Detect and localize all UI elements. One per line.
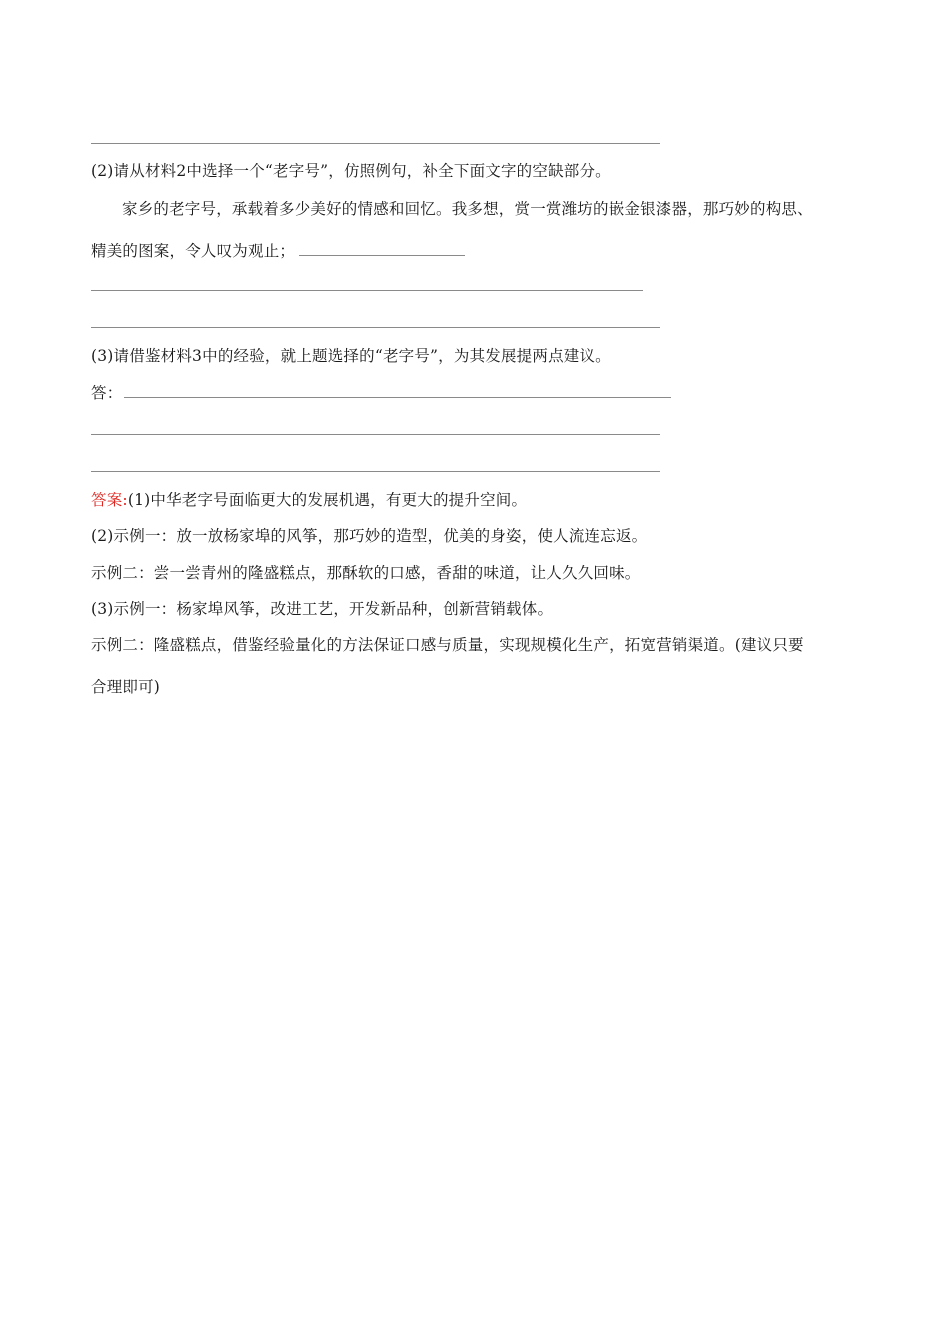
question-3-answer-line-3[interactable]	[91, 471, 660, 472]
answer-rule-top	[91, 143, 660, 144]
answer-1-text: (1)中华老字号面临更大的发展机遇，有更大的提升空间。	[127, 491, 528, 509]
answer-label: 答案:	[91, 491, 128, 509]
question-3-answer-line-2[interactable]	[91, 434, 660, 435]
answer-3-example-2-line-2: 合理即可)	[91, 678, 161, 696]
answer-2-example-2: 示例二：尝一尝青州的隆盛糕点，那酥软的口感，香甜的味道，让人久久回味。	[91, 564, 641, 582]
question-3-prompt: (3)请借鉴材料3中的经验，就上题选择的“老字号”，为其发展提两点建议。	[91, 347, 611, 365]
answer-3-example-2-line-1: 示例二：隆盛糕点，借鉴经验量化的方法保证口感与质量，实现规模化生产，拓宽营销渠道。(建议只要	[91, 636, 804, 654]
question-2-passage-line-1: 家乡的老字号，承载着多少美好的情感和回忆。我多想，赏一赏潍坊的嵌金银漆器，那巧妙的构思、	[122, 200, 813, 218]
question-3-answer-label: 答：	[91, 384, 123, 402]
answer-3-example-1: (3)示例一：杨家埠风筝，改进工艺，开发新品种，创新营销载体。	[91, 600, 554, 618]
question-2-prompt: (2)请从材料2中选择一个“老字号”，仿照例句，补全下面文字的空缺部分。	[91, 162, 611, 180]
question-3-answer-line-1[interactable]	[124, 383, 671, 398]
question-3-answer-row	[91, 383, 671, 403]
question-2-answer-line-1[interactable]	[91, 290, 643, 291]
answer-2-example-1: (2)示例一：放一放杨家埠的风筝，那巧妙的造型，优美的身姿，使人流连忘返。	[91, 527, 648, 545]
answer-1-row	[91, 490, 527, 510]
question-2-passage-line-2	[91, 241, 465, 261]
question-2-passage-text: 精美的图案，令人叹为观止；	[91, 242, 296, 260]
question-2-answer-line-2[interactable]	[91, 327, 660, 328]
question-2-fill-blank[interactable]	[299, 241, 465, 256]
